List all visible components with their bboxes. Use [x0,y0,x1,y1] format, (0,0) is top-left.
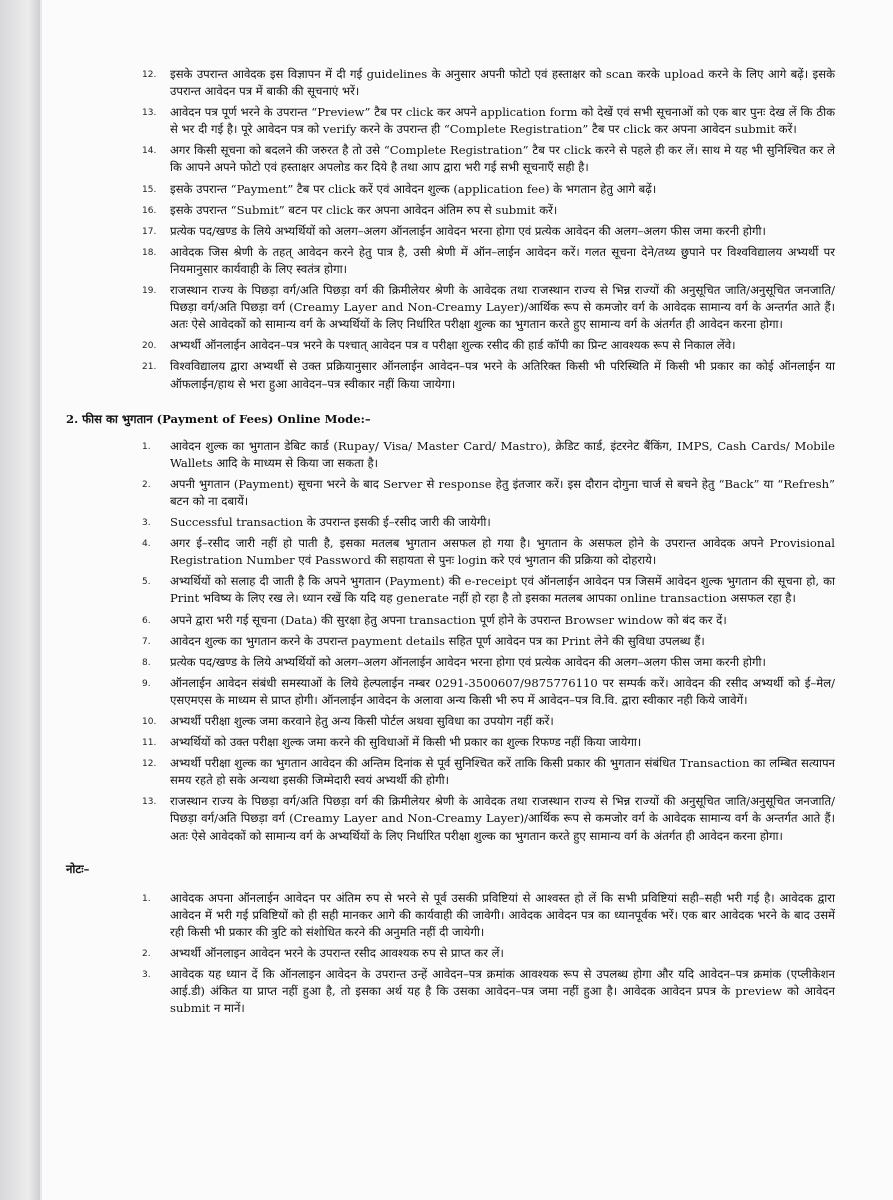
list-item [142,438,835,472]
item-text: प्रत्येक पद/खण्ड के लिये अभ्यर्थियों को अलग–अलग ऑनलाईन आवेदन भरना होगा एवं प्रत्येक आवेदन की अलग–अलग फीस जमा करनी होगी। [170,654,766,669]
list-item [142,337,835,354]
list-item [142,514,835,531]
item-number: 12. [142,759,157,770]
list-item [142,244,835,278]
notes-list [142,890,835,1018]
item-text: आवेदक जिस श्रेणी के तहत् आवेदन करने हेतु पात्र है, उसी श्रेणी में ऑन–लाईन आवेदन करें। गलत सूचना देने/तथ्य छुपाने पर विश्वविद्यालय अभ्यर्थी पर नियमानुसार कार्यवाही के लिए स्वतंत्र होगा। [170,244,835,276]
list-item [142,793,835,844]
item-text: Successful transaction के उपरान्त इसकी ई–रसीद जारी की जायेगी। [170,515,491,530]
list-item [142,181,835,198]
item-text: अपने द्वारा भरी गई सूचना (Data) की सुरक्षा हेतु अपना transaction पूर्ण होने के उपरान्त Browser window को बंद कर दें। [170,612,727,627]
list-item [142,612,835,629]
list-item [142,202,835,219]
fees-list [142,438,835,845]
item-number: 2. [142,949,151,960]
item-text: ऑनलाईन आवेदन संबंधी समस्याओं के लिये हेल्पलाईन नम्बर 0291-3500607/9875776110 पर सम्पर्क करें। आवेदन की रसीद अभ्यर्थी को ई–मेल/एसएमएस के माध्यम से प्राप्त होगी। ऑनलाईन आवेदन के अलावा अन्य किसी भी रुप में आवेदन–पत्र वि.वि. द्वारा स्वीकार नही किये जावेगें। [170,675,835,707]
item-number: 11. [142,738,157,749]
list-item [142,966,835,1017]
item-text: अभ्यर्थी परीक्षा शुल्क का भुगतान आवेदन की अन्तिम दिनांक से पूर्व सुनिश्चित करें ताकि किसी प्रकार की भुगतान संबंधित Transaction का लम्बित सत्यापन समय रहते हो सके अन्यथा इसकी जिम्मेदारी स्वयं अभ्यर्थी की होगी। [170,756,835,788]
item-number: 12. [142,70,157,80]
list-item [142,713,835,730]
fees-section-heading: 2. फीस का भुगतान (Payment of Fees) Online Mode:– [66,411,371,426]
item-text: राजस्थान राज्य के पिछड़ा वर्ग/अति पिछड़ा वर्ग की क्रिमीलेयर श्रेणी के आवेदक तथा राजस्थान राज्य से भिन्न राज्यों की अनुसूचित जाति/अनुसूचित जनजाति/पिछड़ा वर्ग/अति पिछड़ा वर्ग (Creamy Layer and Non-Creamy Layer)/आर्थिक रूप से कमजोर वर्ग के आवेदक सामान्य वर्ग के अन्तर्गत आते हैं। अतः ऐसे आवेदकों को सामान्य वर्ग के अभ्यर्थियों के लिए निर्धारित परीक्षा शुल्क का भुगतान करते हुए सामान्य वर्ग के अंतर्गत ही आवेदन करना होगा। [170,794,835,843]
list-item [142,734,835,751]
viewer-margin [0,0,40,1200]
list-item [142,890,835,941]
item-number: 13. [142,108,157,119]
item-number: 18. [142,247,157,258]
item-text: अगर ई–रसीद जारी नहीं हो पाती है, इसका मतलब भुगतान असफल हो गया है। भुगतान के असफल होने के उपरान्त आवेदक अपने Provisional Registration Number एवं Password की सहायता से पुनः login करे एवं भुगतान की प्रक्रिया को दोहराये। [170,536,835,568]
item-number: 8. [142,657,151,668]
item-number: 3. [142,970,151,981]
item-number: 19. [142,286,157,297]
item-number: 4. [142,539,151,550]
item-number: 2. [142,479,151,490]
list-item [142,535,835,569]
list-item [142,66,835,100]
list-item [142,633,835,650]
list-item [142,142,835,176]
list-item [142,675,835,709]
item-text: अभ्यर्थी ऑनलाईन आवेदन–पत्र भरने के पश्चात् आवेदन पत्र व परीक्षा शुल्क रसीद की हार्ड कॉपी का प्रिन्ट आवश्यक रूप से निकाल लेंवे। [170,338,736,353]
item-text: आवेदक यह ध्यान दें कि ऑनलाइन आवेदन के उपरान्त उन्हें आवेदन–पत्र क्रमांक आवश्यक रूप से उपलब्ध होगा और यदि आवेदन–पत्र क्रमांक (एप्लीकेशन आई.डी) अंकित या प्राप्त नहीं हुआ है, तो इसका अर्थ यह है कि उसका आवेदन–पत्र जमा नहीं हुआ है। आवेदक आवेदन प्रपत्र के preview को आवेदन submit न मानें। [170,967,835,1016]
item-text: इसके उपरान्त “Submit” बटन पर click कर अपना आवेदन अंतिम रुप से submit करें। [170,202,558,217]
item-number: 13. [142,797,157,808]
item-number: 16. [142,205,157,216]
document-content [66,66,835,1021]
item-text: आवेदन पत्र पूर्ण भरने के उपरान्त “Preview” टैब पर click कर अपने application form को देखें एवं सभी सूचनाओं को एक बार पुनः देख लें कि ठीक से भर दी गई है। पूरे आवेदन पत्र को verify करने के उपरान्त ही “Complete Registration” टैब पर click कर अपना आवेदन submit करें। [170,105,835,137]
item-number: 1. [142,893,151,904]
list-item [142,755,835,789]
item-number: 9. [142,678,151,689]
list-item [142,945,835,962]
item-number: 15. [142,184,157,195]
item-text: राजस्थान राज्य के पिछड़ा वर्ग/अति पिछड़ा वर्ग की क्रिमीलेयर श्रेणी के आवेदक तथा राजस्थान राज्य से भिन्न राज्यों की अनुसूचित जाति/अनुसूचित जनजाति/पिछड़ा वर्ग/अति पिछड़ा वर्ग (Creamy Layer and Non-Creamy Layer)/आर्थिक रूप से कमजोर वर्ग के आवेदक सामान्य वर्ग के अन्तर्गत आते हैं। अतः ऐसे आवेदकों को सामान्य वर्ग के अभ्यर्थियों के लिए निर्धारित परीक्षा शुल्क का भुगतान करते हुए सामान्य वर्ग के अंतर्गत ही आवेदन करना होगा। [170,283,835,332]
list-item [142,654,835,671]
item-text: आवेदक अपना ऑनलाईन आवेदन पर अंतिम रुप से भरने से पूर्व उसकी प्रविष्टियां से आश्वस्त हो लें कि सभी प्रविष्टियां सही–सही भरी गई है। आवेदक द्वारा आवेदन में भरी गई प्रविष्टियों को ही सही मानकर आगे की कार्यवाही की जावेगी। आवेदक आवेदन पत्र का ध्यानपूर्वक भरें। एक बार आवेदक भरने के बाद उसमें रही किसी भी प्रकार की त्रुटि को संशोधित करने की अनुमति नहीं दी जायेगी। [170,890,835,939]
list-item [142,476,835,510]
item-text: आवेदन शुल्क का भुगतान करने के उपरान्त payment details सहित पूर्ण आवेदन पत्र का Print लेने की सुविधा उपलब्ध हैं। [170,633,705,648]
notes-heading: नोटः– [66,861,90,876]
item-text: अभ्यर्थियों को सलाह दी जाती है कि अपने भुगतान (Payment) की e-receipt एवं ऑनलाईन आवेदन पत्र जिसमें आवेदन शुल्क भुगतान की सूचना हो, का Print भविष्य के लिए रख ले। ध्यान रखें कि यदि यह generate नहीं हो रहा है तो इसका मतलब आपका online transaction असफल रहा है। [170,574,835,606]
item-number: 6. [142,615,151,626]
document-page [42,0,893,1200]
item-number: 1. [142,441,151,452]
list-item [142,358,835,392]
item-text: प्रत्येक पद/खण्ड के लिये अभ्यर्थियों को अलग–अलग ऑनलाईन आवेदन भरना होगा एवं प्रत्येक आवेदन की अलग–अलग फीस जमा करनी होगी। [170,223,766,238]
list-item [142,104,835,138]
item-text: अगर किसी सूचना को बदलने की जरुरत है तो उसे “Complete Registration” टैब पर click करने से पहले ही कर लें। साथ मे यह भी सुनिश्चित कर ले कि आपने अपने फोटो एवं हस्ताक्षर अपलोड कर दिये है तथा आप द्वारा भरी गई सभी सूचनाएँ सही है। [170,143,835,175]
item-text: विश्वविद्यालय द्वारा अभ्यर्थी से उक्त प्रक्रियानुसार ऑनलाईन आवेदन–पत्र भरने के अतिरिक्त किसी भी परिस्थिति में किसी भी प्रकार का कोई ऑनलाईन या ऑफलाईन/हाथ से भरा हुआ आवेदन–पत्र स्वीकार नहीं किया जायेगा। [170,359,835,391]
item-number: 3. [142,518,151,529]
item-text: इसके उपरान्त आवेदक इस विज्ञापन में दी गई guidelines के अनुसार अपनी फोटो एवं हस्ताक्षर को scan करके upload करने के लिए आगे बढ़ें। इसके उपरान्त आवेदन पत्र में बाकी की सूचनाएं भरें। [170,67,835,99]
item-number: 7. [142,636,151,647]
item-text: आवेदन शुल्क का भुगतान डेबिट कार्ड (Rupay/ Visa/ Master Card/ Mastro), क्रेडिट कार्ड, इंटरनेट बैंकिंग, IMPS, Cash Cards/ Mobile Wallets आदि के माध्यम से किया जा सकता है। [170,438,835,470]
item-text: अपनी भुगतान (Payment) सूचना भरने के बाद Server से response हेतु इंतजार करें। इस दौरान दोगुना चार्ज से बचने हेतु “Back” या “Refresh” बटन को ना दबायें। [170,476,835,508]
item-number: 20. [142,341,157,352]
item-number: 17. [142,226,157,237]
list-item [142,223,835,240]
instructions-list [142,66,835,393]
item-text: इसके उपरान्त “Payment” टैब पर click करें एवं आवेदन शुल्क (application fee) के भगतान हेतु आगे बढ़ें। [170,181,657,196]
item-number: 10. [142,717,157,727]
list-item [142,573,835,607]
item-text: अभ्यर्थी परीक्षा शुल्क जमा करवाने हेतु अन्य किसी पोर्टल अथवा सुविधा का उपयोग नहीं करें। [170,714,554,728]
item-text: अभ्यर्थियों को उक्त परीक्षा शुल्क जमा करने की सुविधाओं में किसी भी प्रकार का शुल्क रिफण्ड नहीं किया जायेगा। [170,735,642,750]
list-item [142,282,835,333]
item-text: अभ्यर्थी ऑनलाइन आवेदन भरने के उपरान्त रसीद आवश्यक रुप से प्राप्त कर लें। [170,946,504,961]
item-number: 5. [142,577,151,588]
item-number: 21. [142,362,157,373]
item-number: 14. [142,146,157,157]
